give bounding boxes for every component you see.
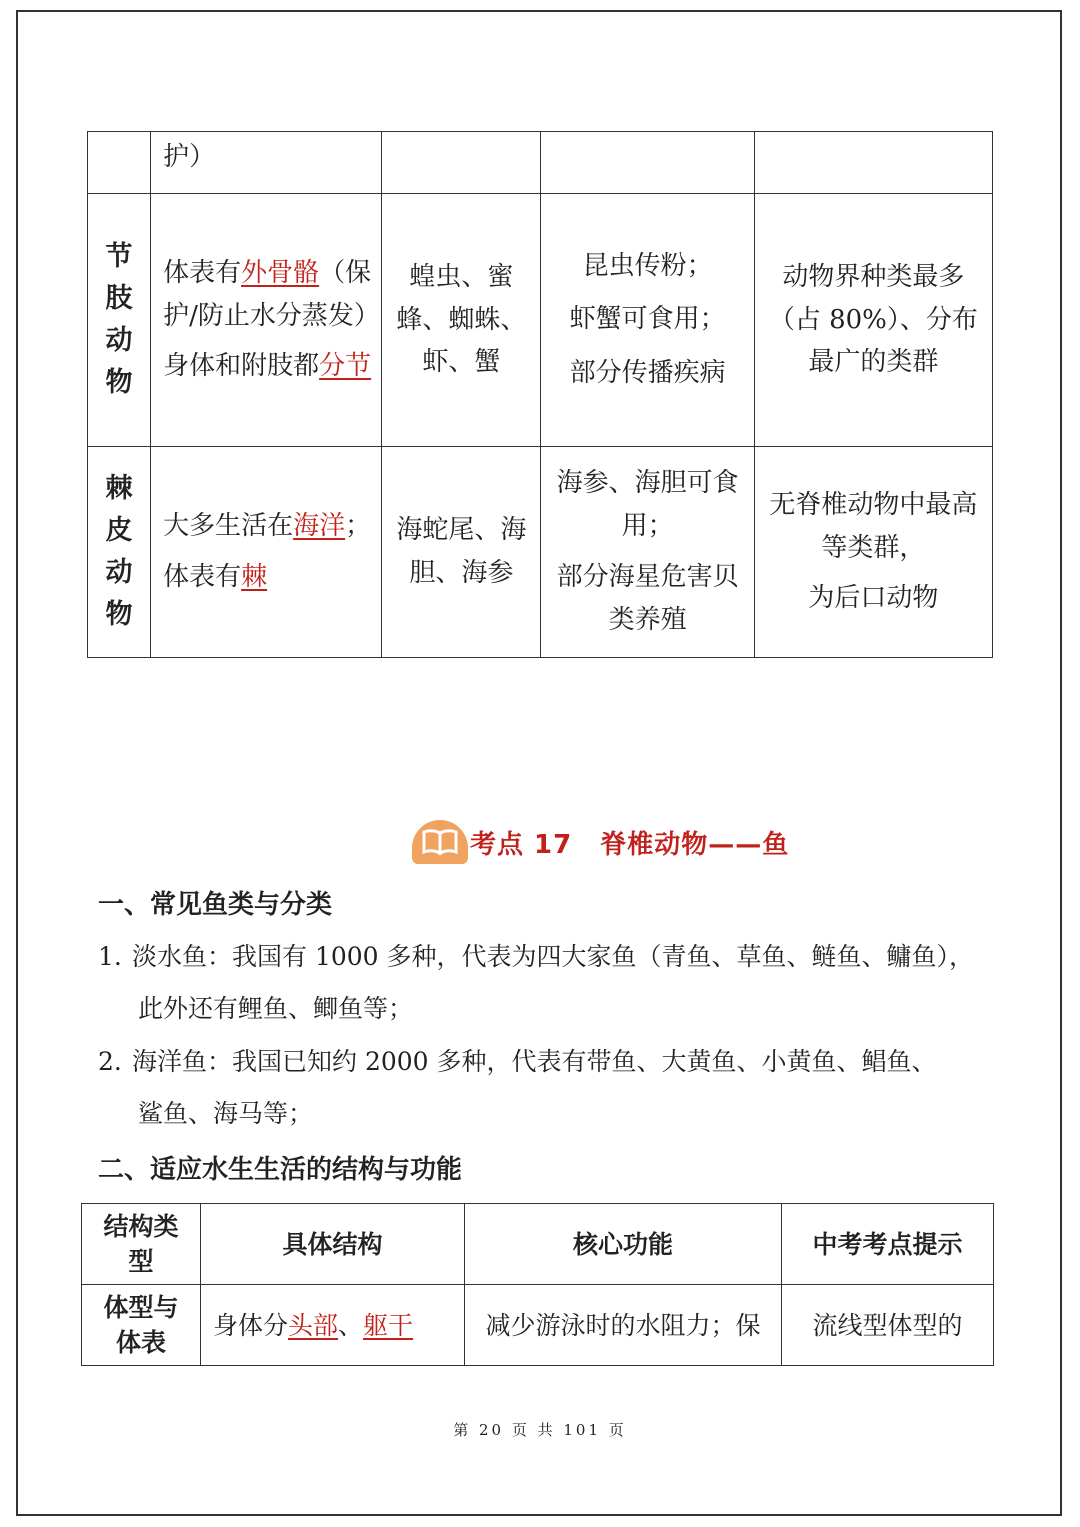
- table-row: [88, 447, 993, 658]
- relation-cell: 海参、海胆可食用； 部分海星危害贝类养殖: [541, 447, 754, 658]
- open-book-icon: [412, 820, 468, 864]
- structure-type-cell: 体型与体表: [82, 1285, 201, 1366]
- note-cell: 无脊椎动物中最高等类群， 为后口动物: [754, 447, 992, 658]
- key-term: 棘: [241, 562, 268, 592]
- table-row: [88, 194, 993, 447]
- tip-cell: 流线型体型的: [782, 1285, 994, 1366]
- structure-cell: 身体分头部、躯干: [201, 1285, 465, 1366]
- invertebrate-table: [87, 131, 993, 658]
- features-cell: 体表有外骨骼（保护/防止水分蒸发） 身体和附肢都分节: [151, 194, 382, 447]
- column-header: 中考考点提示: [782, 1204, 994, 1285]
- examples-cell: 海蛇尾、海胆、海参: [382, 447, 541, 658]
- key-term: 头部: [288, 1310, 339, 1340]
- section-title: [412, 820, 789, 864]
- relation-cell: 昆虫传粉； 虾蟹可食用； 部分传播疾病: [541, 194, 754, 447]
- key-term: 分节: [319, 351, 372, 382]
- heading-structure-function: 二、适应水生生活的结构与功能: [98, 1155, 463, 1185]
- fish-structure-table: [81, 1203, 994, 1366]
- category-label: 节 肢 动 物: [88, 194, 151, 447]
- examples-cell: 蝗虫、蜜蜂、蜘蛛、虾、蟹: [382, 194, 541, 447]
- table-row: [88, 132, 993, 194]
- function-cell: 减少游泳时的水阻力；保: [465, 1285, 782, 1366]
- note-cell: 动物界种类最多（占 80%）、分布最广的类群: [754, 194, 992, 447]
- category-label: 棘 皮 动 物: [88, 447, 151, 658]
- table-row: [82, 1285, 994, 1366]
- features-cell: 护）: [151, 132, 382, 194]
- column-header: 核心功能: [465, 1204, 782, 1285]
- list-item: 2. 海洋鱼：我国已知约 2000 多种，代表有带鱼、大黄鱼、小黄鱼、鲳鱼、 鲨鱼、海马等；: [98, 1047, 937, 1128]
- key-term: 海洋: [293, 511, 346, 542]
- key-term: 外骨骼: [241, 257, 320, 288]
- section-number: 考点 17: [470, 829, 573, 860]
- list-item: 1. 淡水鱼：我国有 1000 多种，代表为四大家鱼（青鱼、草鱼、鲢鱼、鳙鱼）， 此外还有鲤鱼、鲫鱼等；: [98, 942, 975, 1023]
- features-cell: 大多生活在海洋； 体表有棘: [151, 447, 382, 658]
- heading-fish-classification: 一、常见鱼类与分类: [98, 890, 333, 920]
- column-header: 结构类型: [82, 1204, 201, 1285]
- key-term: 躯干: [363, 1310, 414, 1340]
- column-header: 具体结构: [201, 1204, 465, 1285]
- page-number: 第 20 页 共 101 页: [453, 1421, 627, 1439]
- section-topic: 脊椎动物——鱼: [600, 829, 790, 860]
- table-header-row: [82, 1204, 994, 1285]
